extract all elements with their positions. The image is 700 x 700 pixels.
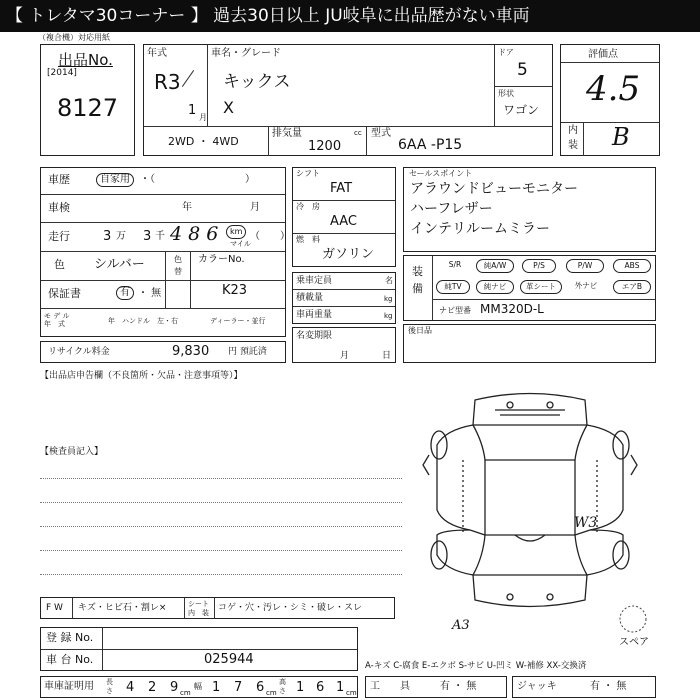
damage-mark-a3: A3	[452, 618, 470, 633]
recycle-value: 9,830	[172, 344, 210, 359]
month-unit: 月	[199, 113, 207, 122]
shift: FAT	[330, 181, 353, 196]
warranty-rest: ・ 無	[138, 288, 162, 299]
warranty-yes: 有	[116, 286, 134, 300]
color-no-label: カラーNo.	[198, 254, 245, 265]
history-box	[40, 167, 286, 337]
seat-label-2: 内 装	[188, 609, 209, 617]
interior-label-1: 内	[568, 125, 578, 136]
equip-aluminum-wheels: 純A/W	[476, 259, 514, 273]
weight-unit: kg	[384, 312, 393, 320]
inspection-month-unit: 月	[250, 202, 260, 213]
equip-external-navi: 外ナビ	[574, 281, 598, 290]
mileage-label: 走行	[48, 230, 70, 243]
fuel-label: 燃 料	[296, 235, 320, 244]
shape: ワゴン	[503, 103, 540, 117]
load-label: 積載量	[296, 293, 324, 303]
warranty-label: 保証書	[48, 287, 81, 300]
nav-model-label: ナビ型番	[439, 306, 471, 315]
damage-legend: A-キズ C-腐食 E-エクボ S-サビ U-凹ミ W-補修 XX-交換済	[365, 661, 587, 671]
nav-model: MM320D-L	[480, 302, 544, 316]
doors-label: ドア	[498, 48, 514, 57]
inspector-line	[40, 478, 402, 479]
handle-side: ハンドル 左・右	[122, 317, 178, 325]
aircon-label: 冷 房	[296, 202, 320, 211]
model-code: 6AA -P15	[398, 137, 463, 153]
month-value: 1	[188, 103, 197, 118]
spare-label: スペア	[619, 637, 649, 648]
width-label: 幅	[194, 682, 202, 691]
model-label-1: モ デ ル	[44, 312, 70, 320]
chassis-value: 025944	[204, 652, 254, 667]
selling-point-2: ハーフレザー	[410, 201, 493, 217]
spare-tire-icon	[618, 604, 648, 634]
interior-grade: B	[612, 123, 630, 151]
inspection-year-unit: 年	[182, 202, 192, 213]
car-name: キックス	[223, 72, 291, 92]
equip-airbag: エアB	[613, 280, 651, 294]
length-digit: 4	[126, 680, 135, 695]
equip-abs: ABS	[613, 259, 651, 273]
length-unit: cm	[180, 689, 191, 697]
height-label-1: 高	[279, 678, 286, 686]
recolor-label-2: 替	[174, 267, 182, 276]
seat-text: コゲ・穴・汚レ・シミ・破レ・スレ	[218, 603, 363, 613]
lot-number: 8127	[57, 94, 119, 122]
height-unit: cm	[346, 689, 357, 697]
aircon: AAC	[330, 214, 357, 229]
load-unit: kg	[384, 295, 393, 303]
weight-label: 車両重量	[296, 310, 333, 320]
width-digit: 6	[256, 680, 265, 695]
model-label-2: 年 式	[44, 320, 65, 328]
cc-unit: cc	[354, 129, 362, 137]
inspection-label: 車検	[48, 201, 70, 214]
height-label-2: さ	[279, 687, 286, 695]
man-unit: 万	[116, 231, 126, 242]
height-digit: 1	[336, 680, 345, 695]
model-year: R3	[154, 70, 181, 94]
fw-text: キズ・ヒビ石・割レ×	[78, 603, 167, 613]
selling-points-label: セールスポイント	[409, 169, 473, 178]
jack-value: 有 ・ 無	[590, 681, 627, 692]
score: 4.5	[586, 69, 641, 109]
width-unit: cm	[266, 689, 277, 697]
grade: X	[223, 98, 234, 117]
displacement-label: 排気量	[272, 128, 302, 139]
tools-value: 有 ・ 無	[440, 681, 477, 692]
width-digit: 7	[234, 680, 243, 695]
seller-notes-label: 【出品店申告欄（不良箇所・欠品・注意事項等）】	[40, 371, 243, 381]
capacity-label: 乗車定員	[296, 276, 333, 286]
mileage-handwritten: 4 8 6	[170, 223, 219, 245]
mileage-paren: （ ）	[250, 231, 290, 242]
banner: 【 トレタマ30コーナー 】 過去30日以上 JU岐阜に出品歴がない車両	[0, 0, 700, 32]
equipment-label-1: 装	[412, 265, 423, 278]
sub-caption: （複合機）対応用紙	[38, 33, 110, 42]
garage-cert-label: 車庫証明用	[44, 681, 94, 692]
persons-unit: 名	[385, 276, 393, 285]
expiry-label: 名変期限	[296, 331, 333, 341]
length-label-2: さ	[106, 687, 113, 695]
lot-label: 出品No.	[58, 51, 113, 69]
model-code-label: 型式	[371, 128, 391, 139]
retrofit-box	[403, 324, 656, 363]
length-digit: 9	[170, 680, 179, 695]
doors: 5	[517, 60, 528, 80]
interior-label-2: 装	[568, 140, 578, 151]
chassis-label: 車 台 No.	[46, 653, 94, 666]
km-unit: km	[226, 225, 246, 239]
mileage-sen: 3	[143, 229, 152, 244]
inspector-label: 【検査員記入】	[40, 447, 104, 457]
selling-point-3: インテリルームミラー	[410, 221, 550, 237]
name-grade-label: 車名・グレード	[211, 48, 281, 59]
expiry-day: 日	[382, 351, 392, 361]
inspector-line	[40, 574, 402, 575]
equip-power-windows: P/W	[566, 259, 604, 273]
expiry-month: 月	[340, 351, 350, 361]
color: シルバー	[94, 257, 145, 272]
registration-label: 登 録 No.	[46, 631, 94, 644]
score-label: 評価点	[588, 49, 618, 60]
equip-navi: 純ナビ	[476, 280, 514, 294]
inspector-line	[40, 550, 402, 551]
length-digit: 2	[148, 680, 157, 695]
recolor-label-1: 色	[174, 255, 182, 264]
recycle-label: リサイクル料金	[48, 347, 110, 357]
drive-type: 2WD ・ 4WD	[168, 135, 239, 148]
record-circled: 自家用	[96, 173, 134, 187]
shape-label: 形状	[498, 89, 514, 98]
selling-point-1: アラウンドビューモニター	[410, 181, 578, 197]
model-year-unit: 年	[108, 317, 115, 325]
inspector-line	[40, 526, 402, 527]
mileage-man: 3	[103, 229, 112, 244]
mile-unit: マイル	[230, 240, 251, 248]
fuel: ガソリン	[322, 247, 375, 262]
equip-power-steering: P/S	[522, 259, 556, 273]
color-no: K23	[222, 283, 248, 298]
model-year-label: 年式	[147, 48, 167, 59]
width-digit: 1	[212, 680, 221, 695]
equip-leather-seats: 革シート	[520, 280, 562, 294]
damage-mark-w3: W3	[574, 515, 598, 531]
tools-label: 工 具	[370, 681, 410, 692]
equipment-label-2: 備	[412, 282, 423, 295]
height-digit: 6	[316, 680, 325, 695]
height-digit: 1	[296, 680, 305, 695]
year-tag: [2014]	[47, 68, 77, 78]
seat-label-1: シート	[188, 600, 209, 608]
inspector-line	[40, 502, 402, 503]
dealer-type: ディーラー・並行	[210, 317, 266, 325]
equip-tv: 純TV	[436, 280, 470, 294]
sen-unit: 千	[155, 231, 165, 242]
record-label: 車歴	[48, 173, 70, 186]
equip-sunroof: S/R	[448, 260, 462, 269]
length-label-1: 長	[106, 678, 113, 686]
car-damage-diagram	[415, 385, 645, 615]
fw-label: F W	[46, 603, 63, 613]
shift-label: シフト	[296, 169, 320, 178]
recycle-unit: 円 預託済	[228, 347, 267, 357]
jack-label: ジャッキ	[517, 681, 557, 692]
record-rest: ・（ ）	[140, 174, 255, 185]
retrofit-label: 後日品	[408, 326, 432, 335]
color-label: 色	[54, 258, 65, 271]
displacement: 1200	[308, 139, 342, 154]
